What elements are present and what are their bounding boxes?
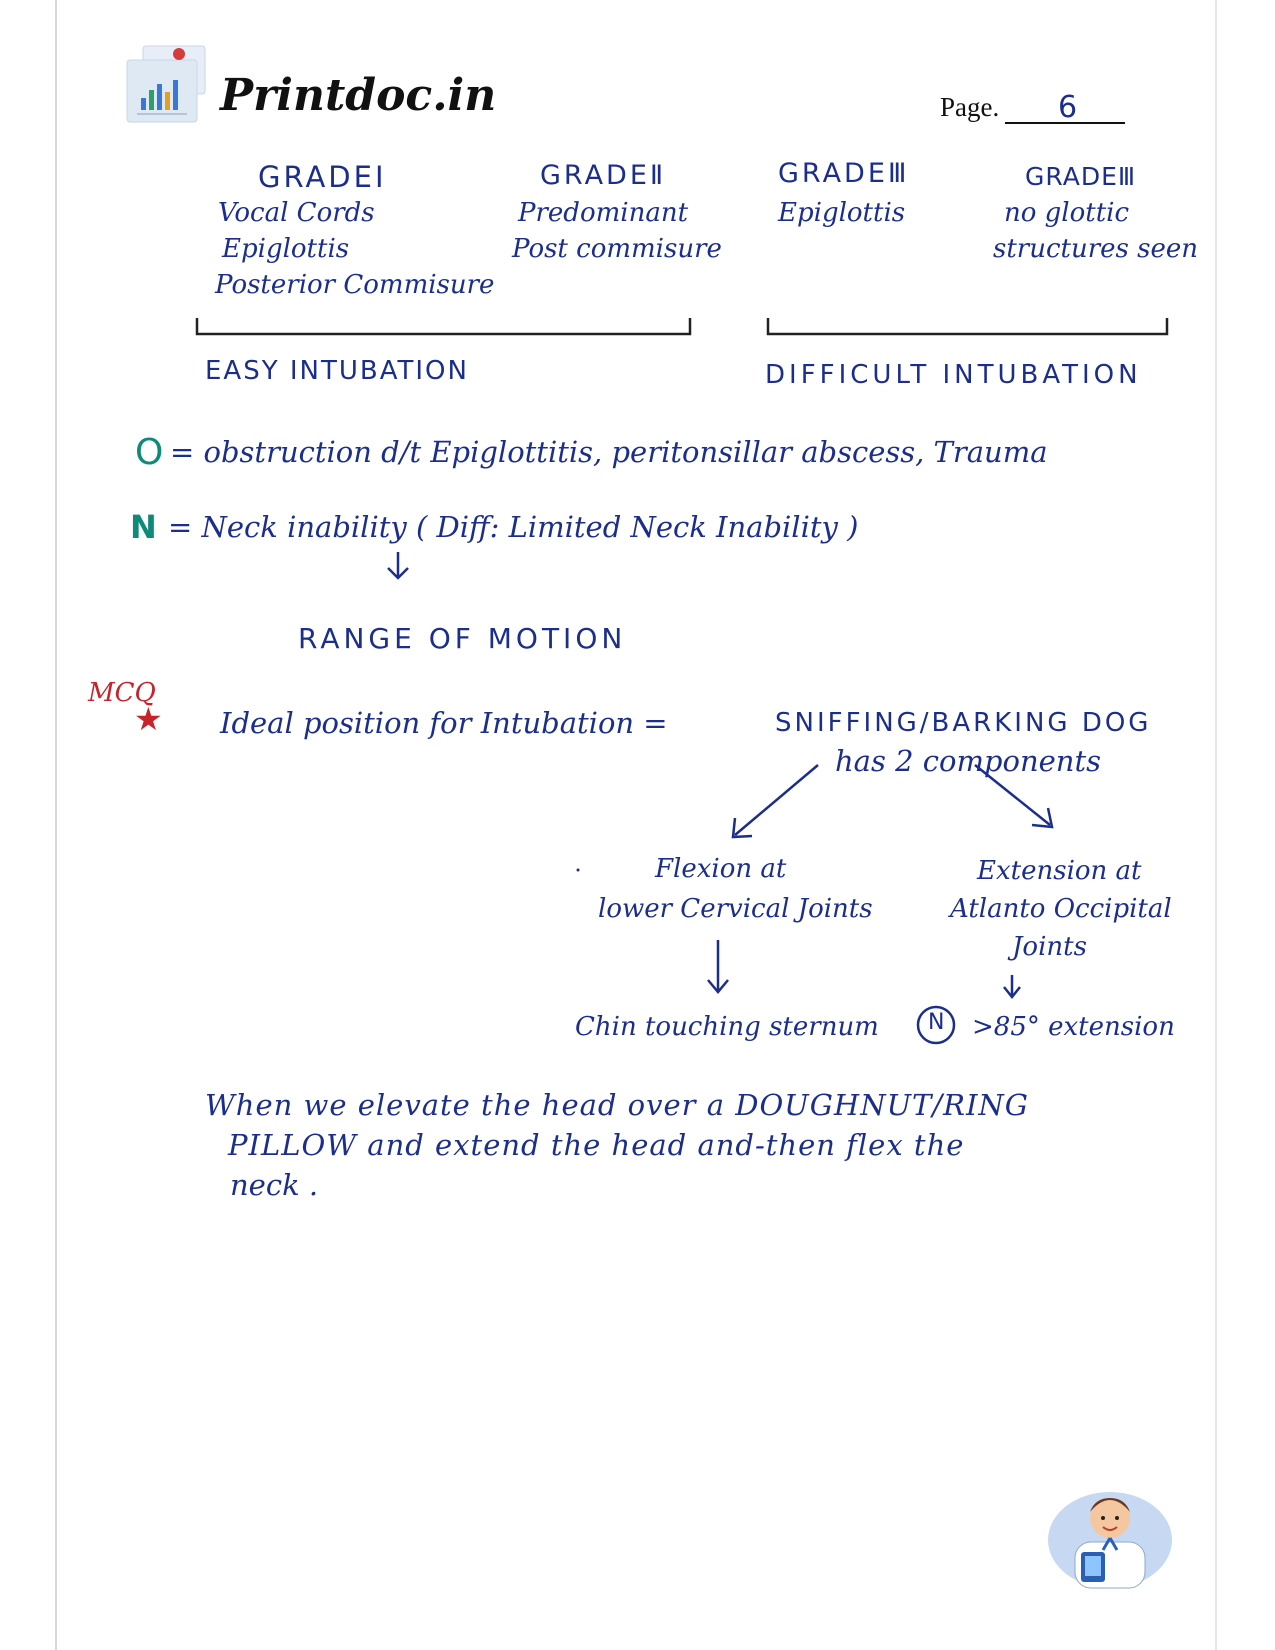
logo-text: Printdoc.in bbox=[220, 70, 497, 121]
left-result-text: Chin touching sternum bbox=[575, 1012, 879, 1042]
normal-letter: N bbox=[928, 1010, 945, 1035]
mcq-tag: MCQ bbox=[88, 678, 156, 708]
paragraph-line-2: PILLOW and extend the head and-then flex the bbox=[228, 1128, 965, 1162]
right-result-text: >85° extension bbox=[972, 1012, 1175, 1042]
easy-intubation-label: EASY INTUBATION bbox=[205, 356, 469, 386]
grade-1-desc-1: Vocal Cords bbox=[218, 198, 375, 228]
n-neck-inability-text: = Neck inability ( Diff: Limited Neck Inability ) bbox=[168, 510, 859, 544]
grade-3-title: GRADEⅢ bbox=[778, 158, 910, 189]
two-components-text: has 2 components bbox=[835, 744, 1102, 778]
o-letter: O bbox=[135, 432, 164, 473]
grade-2-desc-1: Predominant bbox=[518, 198, 689, 228]
arrow-down-range bbox=[388, 552, 408, 578]
mcq-star-icon: ★ bbox=[134, 700, 163, 738]
right-branch-line3: Joints bbox=[1012, 932, 1087, 962]
grade-1-desc-3: Posterior Commisure bbox=[215, 270, 495, 300]
o-obstruction-text: = obstruction d/t Epiglottitis, peritonsillar abscess, Trauma bbox=[170, 435, 1048, 469]
arrow-left-branch bbox=[733, 765, 818, 837]
left-branch-line1: Flexion at bbox=[655, 854, 787, 884]
grade-4-desc-2: structures seen bbox=[993, 234, 1199, 264]
grade-1-title: GRADEI bbox=[258, 160, 387, 194]
right-branch-line1: Extension at bbox=[977, 856, 1142, 886]
difficult-bracket bbox=[768, 318, 1167, 334]
ideal-position-text: Ideal position for Intubation = bbox=[220, 706, 668, 740]
grade-3-desc-1: Epiglottis bbox=[778, 198, 906, 228]
left-branch-line2: lower Cervical Joints bbox=[598, 894, 873, 924]
arrow-down-right-result bbox=[1004, 975, 1020, 997]
right-branch-line2: Atlanto Occipital bbox=[950, 894, 1172, 924]
grade-1-desc-2: Epiglottis bbox=[222, 234, 350, 264]
page-number: 6 bbox=[1058, 90, 1078, 125]
paragraph-line-1: When we elevate the head over a DOUGHNUT/RING bbox=[205, 1088, 1029, 1122]
arrow-down-left-result bbox=[708, 940, 728, 992]
grade-2-desc-2: Post commisure bbox=[512, 234, 722, 264]
paragraph-line-3: neck . bbox=[230, 1168, 319, 1202]
page-label: Page. bbox=[940, 92, 1000, 122]
easy-bracket bbox=[197, 318, 690, 334]
grade-4-desc-1: no glottic bbox=[1004, 198, 1130, 228]
doctor-mascot-icon bbox=[1045, 1480, 1175, 1590]
grade-2-title: GRADEⅡ bbox=[540, 160, 667, 191]
grade-4-title: GRADEⅢ bbox=[1025, 162, 1137, 191]
ideal-position-caps: SNIFFING/BARKING DOG bbox=[775, 708, 1152, 738]
range-of-motion-label: RANGE OF MOTION bbox=[298, 622, 627, 655]
n-letter: N bbox=[130, 508, 157, 546]
difficult-intubation-label: DIFFICULT INTUBATION bbox=[765, 360, 1142, 390]
